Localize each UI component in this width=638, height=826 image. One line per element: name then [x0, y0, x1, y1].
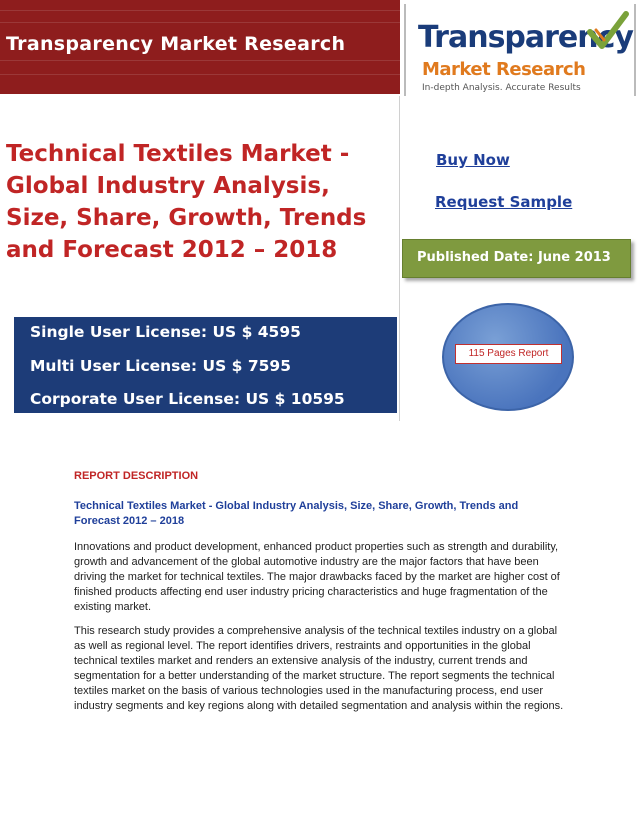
request-sample-link[interactable]: Request Sample [435, 193, 573, 211]
report-title: Technical Textiles Market - Global Industry Analysis, Size, Share, Growth, Trends and Forecast 2012 – 2018 [6, 141, 367, 263]
description-paragraph: This research study provides a comprehensive analysis of the technical textiles industry on a global as well as regional level. The report identifies drivers, restraints and opportunities in the global technical textiles market and renders an extensive analysis of the industry, current trends and segmentation for a better understanding of the market structure. The report segments the technical textiles market on the basis of various technologies used in the manufacturing process, end user industry segments and key regions along with detailed segmentation and analysis within the regions. [74, 625, 564, 712]
logo-tagline: In-depth Analysis. Accurate Results [422, 83, 581, 93]
logo-line2: Market Research [422, 59, 586, 80]
company-logo [404, 4, 636, 96]
description-heading: REPORT DESCRIPTION [74, 470, 199, 482]
logo-line1: Transparency [418, 20, 633, 55]
page-count: 115 Pages Report [455, 344, 562, 364]
description-paragraph: Innovations and product development, enhanced product properties such as strength and durability, growth and advancement of the global automotive industry are the major factors that have been driving the market for technical textiles. The major drawbacks faced by the market are higher cost of finished products affecting end user industry pricing characteristics and huge fragmentation of the existing market. [74, 541, 560, 613]
description-subheading: Technical Textiles Market - Global Industry Analysis, Size, Share, Growth, Trends and Forecast 2012 – 2018 [74, 500, 519, 527]
checkmark-icon [586, 10, 630, 54]
license-multi: Multi User License: US $ 7595 [30, 357, 291, 375]
license-single: Single User License: US $ 4595 [30, 323, 301, 341]
license-box [14, 317, 397, 413]
buy-now-link[interactable]: Buy Now [436, 151, 510, 169]
header-title: Transparency Market Research [6, 33, 346, 55]
vertical-divider [399, 96, 400, 421]
published-date: Published Date: June 2013 [417, 250, 611, 265]
license-corporate: Corporate User License: US $ 10595 [30, 390, 345, 408]
report-description [74, 470, 564, 723]
published-date-box [402, 239, 631, 278]
header-band [0, 0, 400, 94]
